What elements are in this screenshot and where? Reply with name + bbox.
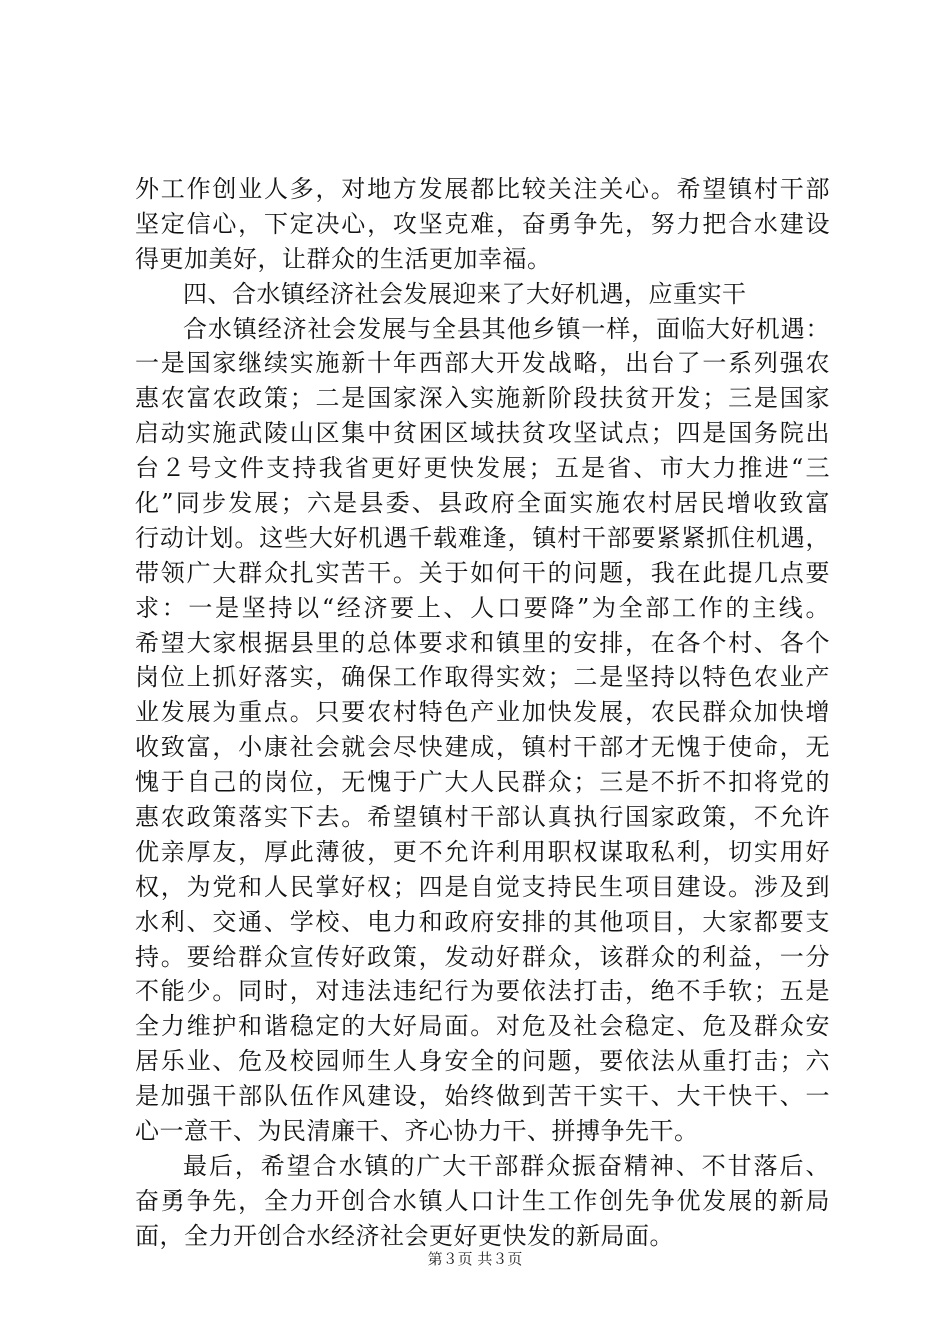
text-line: 持。要给群众宣传好政策，发动好群众，该群众的利益，一分 <box>135 942 830 971</box>
text-line: 行动计划。这些大好机遇千载难逢，镇村干部要紧紧抓住机遇， <box>135 523 830 552</box>
text-line: 惠农富农政策；二是国家深入实施新阶段扶贫开发；三是国家 <box>135 384 830 413</box>
text-line: 不能少。同时，对违法违纪行为要依法打击，绝不手软；五是 <box>135 977 830 1006</box>
text-line: 居乐业、危及校园师生人身安全的问题，要依法从重打击；六 <box>135 1047 830 1076</box>
text-line: 一是国家继续实施新十年西部大开发战略，出台了一系列强农 <box>135 349 830 378</box>
document-body <box>135 172 830 1254</box>
section-heading <box>135 277 830 312</box>
text-line: 心一意干、为民清廉干、齐心协力干、拼搏争先干。 <box>135 1117 699 1146</box>
text-line: 优亲厚友，厚此薄彼，更不允许利用职权谋取私利，切实用好 <box>135 837 830 866</box>
text-line: 合水镇经济社会发展与全县其他乡镇一样，面临大好机遇： <box>183 314 830 343</box>
paragraph <box>135 312 830 1149</box>
text-line: 得更加美好，让群众的生活更加幸福。 <box>135 244 552 273</box>
text-line: 求：一是坚持以“经济要上、人口要降”为全部工作的主线。 <box>135 593 830 622</box>
paragraph <box>135 172 830 277</box>
text-line: 最后，希望合水镇的广大干部群众振奋精神、不甘落后、 <box>183 1151 830 1180</box>
text-line: 希望大家根据县里的总体要求和镇里的安排，在各个村、各个 <box>135 628 830 657</box>
text-line: 台２号文件支持我省更好更快发展；五是省、市大力推进“三 <box>135 454 830 483</box>
text-line: 外工作创业人多，对地方发展都比较关注关心。希望镇村干部 <box>135 175 830 203</box>
text-line: 水利、交通、学校、电力和政府安排的其他项目，大家都要支 <box>135 907 830 936</box>
text-line: 奋勇争先，全力开创合水镇人口计生工作创先争优发展的新局 <box>135 1186 830 1215</box>
text-line: 全力维护和谐稳定的大好局面。对危及社会稳定、危及群众安 <box>135 1012 830 1041</box>
text-line: 面，全力开创合水经济社会更好更快发的新局面。 <box>135 1221 674 1250</box>
text-line: 收致富，小康社会就会尽快建成，镇村干部才无愧于使命，无 <box>135 733 830 762</box>
text-line: 岗位上抓好落实，确保工作取得实效；二是坚持以特色农业产 <box>135 663 830 692</box>
paragraph <box>135 1149 830 1254</box>
text-line: 是加强干部队伍作风建设，始终做到苦干实干、大干快干、一 <box>135 1082 830 1111</box>
text-line: 带领广大群众扎实苦干。关于如何干的问题，我在此提几点要 <box>135 558 830 587</box>
text-line: 启动实施武陵山区集中贫困区域扶贫攻坚试点；四是国务院出 <box>135 419 830 448</box>
text-line: 愧于自己的岗位，无愧于广大人民群众；三是不折不扣将党的 <box>135 768 830 797</box>
text-line: 权，为党和人民掌好权；四是自觉支持民生项目建设。涉及到 <box>135 872 830 901</box>
text-line: 化”同步发展；六是县委、县政府全面实施农村居民增收致富 <box>135 489 830 518</box>
page-number-footer: 第３页 共３页 <box>427 1250 523 1268</box>
text-line: 惠农政策落实下去。希望镇村干部认真执行国家政策，不允许 <box>135 803 830 832</box>
text-line: 坚定信心，下定决心，攻坚克难，奋勇争先，努力把合水建设 <box>135 209 830 238</box>
text-line: 四、合水镇经济社会发展迎来了大好机遇，应重实干 <box>183 279 747 308</box>
text-line: 业发展为重点。只要农村特色产业加快发展，农民群众加快增 <box>135 698 830 727</box>
